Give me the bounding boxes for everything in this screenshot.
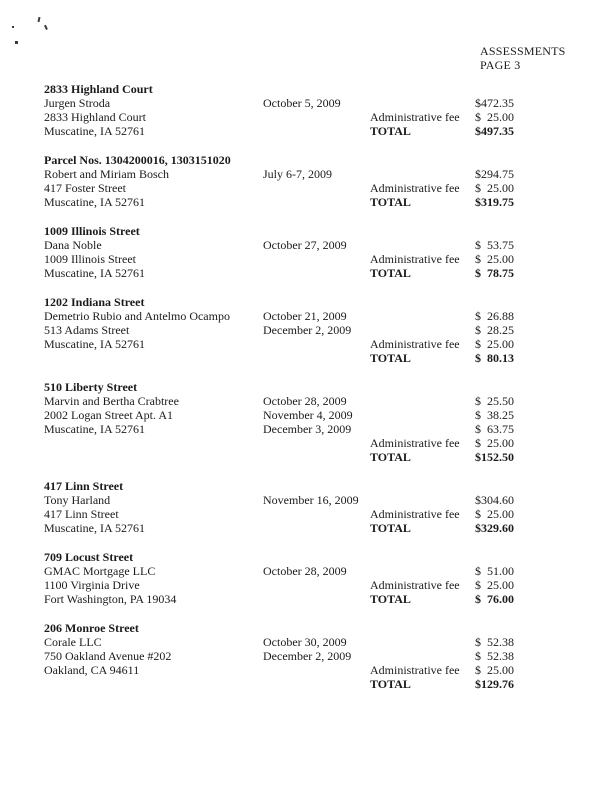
section-heading: 1009 Illinois Street xyxy=(44,224,140,238)
assessment-row xyxy=(0,507,614,521)
service-date xyxy=(263,124,370,138)
recipient-line: 750 Oakland Avenue #202 xyxy=(44,649,172,663)
fee-label xyxy=(370,493,475,507)
assessment-row xyxy=(0,167,614,181)
fee-label: TOTAL xyxy=(370,266,411,280)
service-date xyxy=(263,436,370,450)
service-date: October 21, 2009 xyxy=(263,309,347,323)
recipient-line: Muscatine, IA 52761 xyxy=(44,124,145,138)
fee-label xyxy=(370,309,475,323)
scan-artifact xyxy=(44,25,48,30)
recipient-line: Corale LLC xyxy=(44,635,102,649)
fee-label xyxy=(370,564,475,578)
recipient-line: 1100 Virginia Drive xyxy=(44,578,140,592)
assessment-section xyxy=(0,153,614,209)
fee-label: Administrative fee xyxy=(370,578,460,592)
service-date xyxy=(263,578,370,592)
assessment-row xyxy=(0,649,614,663)
assessment-row xyxy=(0,578,614,592)
amount: $ 63.75 xyxy=(475,422,514,436)
assessment-row xyxy=(0,309,614,323)
amount: $ 53.75 xyxy=(475,238,514,252)
service-date: October 28, 2009 xyxy=(263,564,347,578)
assessment-row xyxy=(0,252,614,266)
header-page-number: PAGE 3 xyxy=(480,58,521,72)
amount: $129.76 xyxy=(475,677,514,691)
service-date xyxy=(263,252,370,266)
fee-label: TOTAL xyxy=(370,592,411,606)
assessment-section xyxy=(0,380,614,464)
amount: $ 78.75 xyxy=(475,266,514,280)
assessment-row xyxy=(0,110,614,124)
amount: $ 80.13 xyxy=(475,351,514,365)
assessment-row xyxy=(0,195,614,209)
amount: $ 38.25 xyxy=(475,408,514,422)
section-heading: 206 Monroe Street xyxy=(44,621,139,635)
recipient-line: 417 Linn Street xyxy=(44,507,119,521)
recipient-line: Muscatine, IA 52761 xyxy=(44,422,145,436)
service-date: November 16, 2009 xyxy=(263,493,359,507)
assessment-row xyxy=(0,436,614,450)
service-date xyxy=(263,181,370,195)
fee-label: TOTAL xyxy=(370,450,411,464)
recipient-line xyxy=(44,450,263,464)
assessment-row xyxy=(0,521,614,535)
amount: $ 76.00 xyxy=(475,592,514,606)
section-heading: 510 Liberty Street xyxy=(44,380,138,394)
amount: $329.60 xyxy=(475,521,514,535)
amount: $472.35 xyxy=(475,96,514,110)
service-date xyxy=(263,351,370,365)
recipient-line: 2002 Logan Street Apt. A1 xyxy=(44,408,173,422)
recipient-line: 513 Adams Street xyxy=(44,323,130,337)
assessment-section xyxy=(0,621,614,691)
scan-artifact xyxy=(12,26,14,28)
amount: $304.60 xyxy=(475,493,514,507)
assessment-row xyxy=(0,181,614,195)
assessment-section xyxy=(0,550,614,606)
fee-label: TOTAL xyxy=(370,521,411,535)
scan-artifact xyxy=(38,17,41,22)
assessment-section xyxy=(0,479,614,535)
recipient-line: Muscatine, IA 52761 xyxy=(44,266,145,280)
recipient-line xyxy=(44,677,263,691)
service-date xyxy=(263,663,370,677)
section-heading: 709 Locust Street xyxy=(44,550,134,564)
recipient-line: 2833 Highland Court xyxy=(44,110,146,124)
service-date xyxy=(263,337,370,351)
amount: $ 51.00 xyxy=(475,564,514,578)
amount: $319.75 xyxy=(475,195,514,209)
fee-label: Administrative fee xyxy=(370,252,460,266)
fee-label: TOTAL xyxy=(370,351,411,365)
fee-label: Administrative fee xyxy=(370,181,460,195)
page-header xyxy=(480,44,566,72)
recipient-line: Jurgen Stroda xyxy=(44,96,111,110)
service-date: October 28, 2009 xyxy=(263,394,347,408)
fee-label xyxy=(370,422,475,436)
amount: $ 52.38 xyxy=(475,649,514,663)
fee-label xyxy=(370,238,475,252)
recipient-line: Muscatine, IA 52761 xyxy=(44,521,145,535)
service-date xyxy=(263,266,370,280)
assessment-row xyxy=(0,493,614,507)
fee-label: Administrative fee xyxy=(370,436,460,450)
fee-label xyxy=(370,96,475,110)
recipient-line: Muscatine, IA 52761 xyxy=(44,337,145,351)
fee-label xyxy=(370,323,475,337)
assessment-row xyxy=(0,450,614,464)
recipient-line: Muscatine, IA 52761 xyxy=(44,195,145,209)
assessment-section xyxy=(0,82,614,138)
recipient-line: Marvin and Bertha Crabtree xyxy=(44,394,179,408)
service-date xyxy=(263,450,370,464)
section-heading: Parcel Nos. 1304200016, 1303151020 xyxy=(44,153,231,167)
assessment-section xyxy=(0,295,614,365)
fee-label: TOTAL xyxy=(370,677,411,691)
assessment-sections xyxy=(0,82,614,706)
fee-label xyxy=(370,408,475,422)
recipient-line: Fort Washington, PA 19034 xyxy=(44,592,177,606)
service-date: November 4, 2009 xyxy=(263,408,353,422)
assessment-row xyxy=(0,635,614,649)
service-date xyxy=(263,195,370,209)
service-date: October 30, 2009 xyxy=(263,635,347,649)
fee-label xyxy=(370,649,475,663)
fee-label: TOTAL xyxy=(370,124,411,138)
service-date: December 2, 2009 xyxy=(263,649,352,663)
recipient-line: Tony Harland xyxy=(44,493,111,507)
service-date: October 27, 2009 xyxy=(263,238,347,252)
amount: $ 26.88 xyxy=(475,309,514,323)
scan-artifact xyxy=(15,41,18,44)
fee-label: TOTAL xyxy=(370,195,411,209)
amount: $ 25.00 xyxy=(475,181,514,195)
service-date: October 5, 2009 xyxy=(263,96,341,110)
amount: $ 25.00 xyxy=(475,337,514,351)
service-date: December 2, 2009 xyxy=(263,323,352,337)
section-heading: 417 Linn Street xyxy=(44,479,124,493)
amount: $ 25.00 xyxy=(475,110,514,124)
amount: $ 25.00 xyxy=(475,436,514,450)
amount: $ 25.50 xyxy=(475,394,514,408)
section-heading: 1202 Indiana Street xyxy=(44,295,145,309)
assessment-row xyxy=(0,124,614,138)
assessment-row xyxy=(0,422,614,436)
assessment-row xyxy=(0,394,614,408)
amount: $ 52.38 xyxy=(475,635,514,649)
recipient-line: 1009 Illinois Street xyxy=(44,252,136,266)
amount: $ 25.00 xyxy=(475,252,514,266)
service-date xyxy=(263,677,370,691)
assessment-row xyxy=(0,677,614,691)
assessment-section xyxy=(0,224,614,280)
assessment-row xyxy=(0,351,614,365)
recipient-line: Dana Noble xyxy=(44,238,102,252)
fee-label xyxy=(370,635,475,649)
header-title: ASSESSMENTS xyxy=(480,44,566,58)
fee-label xyxy=(370,394,475,408)
assessment-row xyxy=(0,564,614,578)
assessment-row xyxy=(0,408,614,422)
fee-label: Administrative fee xyxy=(370,663,460,677)
service-date xyxy=(263,592,370,606)
amount: $ 28.25 xyxy=(475,323,514,337)
recipient-line: Oakland, CA 94611 xyxy=(44,663,140,677)
assessment-row xyxy=(0,663,614,677)
recipient-line: 417 Foster Street xyxy=(44,181,126,195)
fee-label xyxy=(370,167,475,181)
service-date: December 3, 2009 xyxy=(263,422,352,436)
assessment-row xyxy=(0,337,614,351)
recipient-line: Demetrio Rubio and Antelmo Ocampo xyxy=(44,309,230,323)
fee-label: Administrative fee xyxy=(370,110,460,124)
fee-label: Administrative fee xyxy=(370,507,460,521)
recipient-line xyxy=(44,436,263,450)
amount: $ 25.00 xyxy=(475,663,514,677)
recipient-line: GMAC Mortgage LLC xyxy=(44,564,156,578)
recipient-line xyxy=(44,351,263,365)
recipient-line: Robert and Miriam Bosch xyxy=(44,167,169,181)
fee-label: Administrative fee xyxy=(370,337,460,351)
assessment-row xyxy=(0,323,614,337)
amount: $497.35 xyxy=(475,124,514,138)
assessment-row xyxy=(0,592,614,606)
assessment-row xyxy=(0,238,614,252)
assessment-row xyxy=(0,266,614,280)
service-date: July 6-7, 2009 xyxy=(263,167,332,181)
amount: $ 25.00 xyxy=(475,507,514,521)
amount: $294.75 xyxy=(475,167,514,181)
service-date xyxy=(263,521,370,535)
assessment-row xyxy=(0,96,614,110)
amount: $152.50 xyxy=(475,450,514,464)
section-heading: 2833 Highland Court xyxy=(44,82,153,96)
amount: $ 25.00 xyxy=(475,578,514,592)
service-date xyxy=(263,110,370,124)
service-date xyxy=(263,507,370,521)
